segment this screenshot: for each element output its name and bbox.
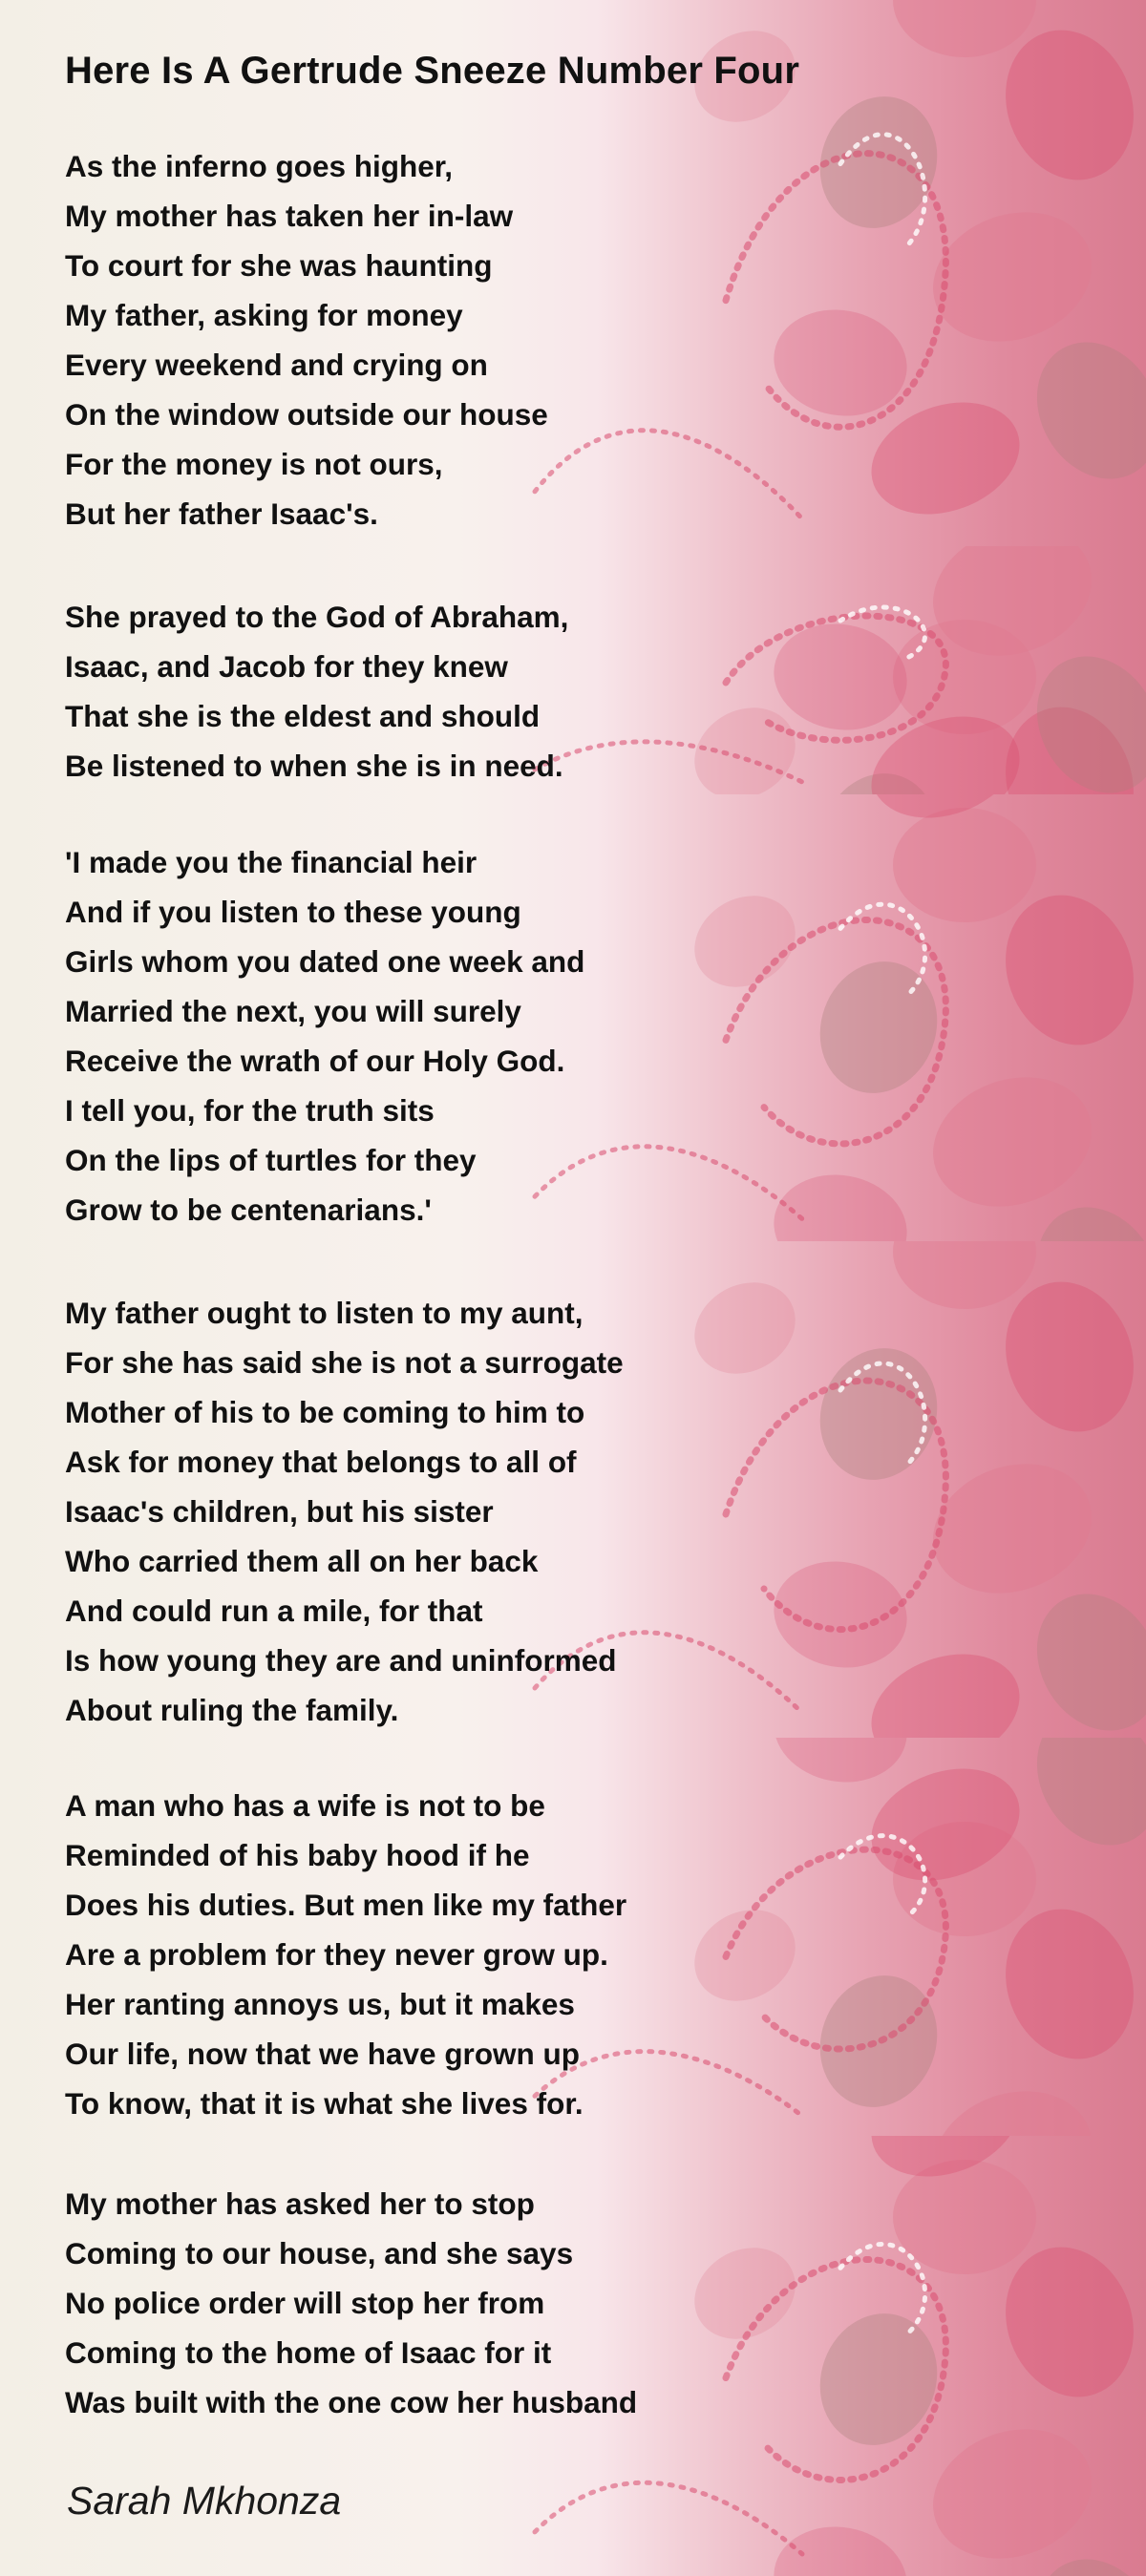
poem-line: For she has said she is not a surrogate bbox=[65, 1345, 624, 1380]
poem-line: Her ranting annoys us, but it makes bbox=[65, 1987, 575, 2021]
poem-line: She prayed to the God of Abraham, bbox=[65, 600, 569, 634]
poem-line: Be listened to when she is in need. bbox=[65, 749, 563, 783]
poem-line: That she is the eldest and should bbox=[65, 699, 541, 733]
poem-line: Ask for money that belongs to all of bbox=[65, 1445, 577, 1479]
poem-line: As the inferno goes higher, bbox=[65, 149, 454, 183]
stanza-6 bbox=[65, 2179, 637, 2427]
poem-line: Every weekend and crying on bbox=[65, 348, 488, 382]
poem-line: Married the next, you will surely bbox=[65, 994, 521, 1028]
stanza-2 bbox=[65, 592, 568, 791]
poem-title: Here Is A Gertrude Sneeze Number Four bbox=[65, 50, 800, 92]
poem-line: Was built with the one cow her husband bbox=[65, 2385, 638, 2419]
poem-line: My mother has asked her to stop bbox=[65, 2186, 535, 2221]
poem-line: To court for she was haunting bbox=[65, 248, 493, 283]
poem-line: No police order will stop her from bbox=[65, 2286, 545, 2320]
poem-line: But her father Isaac's. bbox=[65, 496, 378, 531]
poem-line: Who carried them all on her back bbox=[65, 1544, 539, 1578]
poem-line: A man who has a wife is not to be bbox=[65, 1788, 545, 1823]
poem-line: On the lips of turtles for they bbox=[65, 1143, 477, 1177]
stanza-4 bbox=[65, 1288, 624, 1735]
poem-line: And if you listen to these young bbox=[65, 895, 521, 929]
poem-line: Girls whom you dated one week and bbox=[65, 944, 585, 979]
poem-line: Our life, now that we have grown up bbox=[65, 2037, 581, 2071]
poem-line: To know, that it is what she lives for. bbox=[65, 2086, 584, 2121]
poem-line: I tell you, for the truth sits bbox=[65, 1093, 435, 1128]
poem-line: Coming to the home of Isaac for it bbox=[65, 2335, 552, 2370]
poem-line: For the money is not ours, bbox=[65, 447, 443, 481]
poem-line: 'I made you the financial heir bbox=[65, 845, 478, 879]
poem-line: Isaac, and Jacob for they knew bbox=[65, 649, 508, 684]
poem-line: On the window outside our house bbox=[65, 397, 548, 432]
poem-line: Receive the wrath of our Holy God. bbox=[65, 1044, 565, 1078]
poem-line: Does his duties. But men like my father bbox=[65, 1888, 627, 1922]
poem-author: Sarah Mkhonza bbox=[67, 2479, 342, 2523]
stanza-5 bbox=[65, 1781, 626, 2128]
stanza-3 bbox=[65, 837, 584, 1235]
poem-line: Are a problem for they never grow up. bbox=[65, 1937, 608, 1972]
poem-line: My father ought to listen to my aunt, bbox=[65, 1296, 584, 1330]
poem-line: My father, asking for money bbox=[65, 298, 463, 332]
stanza-1 bbox=[65, 141, 548, 538]
poem-line: Isaac's children, but his sister bbox=[65, 1494, 494, 1529]
poem-line: And could run a mile, for that bbox=[65, 1594, 483, 1628]
poem-line: Mother of his to be coming to him to bbox=[65, 1395, 585, 1429]
poem-line: My mother has taken her in-law bbox=[65, 199, 514, 233]
poem-line: Coming to our house, and she says bbox=[65, 2236, 574, 2270]
poem-line: Is how young they are and uninformed bbox=[65, 1643, 617, 1678]
poem-line: About ruling the family. bbox=[65, 1693, 399, 1727]
poem-line: Reminded of his baby hood if he bbox=[65, 1838, 530, 1872]
poem-line: Grow to be centenarians.' bbox=[65, 1193, 432, 1227]
